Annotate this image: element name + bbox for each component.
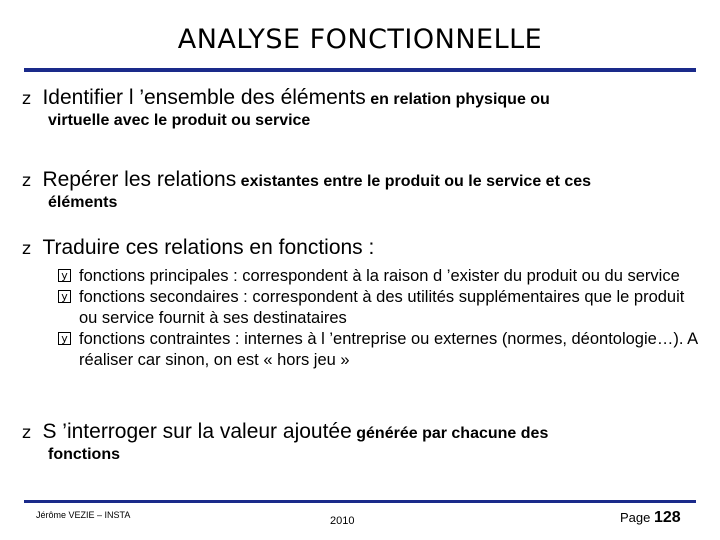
bullet-4 <box>22 420 702 464</box>
sub-item-text: fonctions secondaires : correspondent à des utilités supplémentaires que le produit ou service fournit à ses destinataires <box>79 288 685 327</box>
bullet-z-icon: z <box>22 89 31 109</box>
bullet-lead: S ’interroger sur la valeur ajoutée <box>42 420 352 443</box>
slide-title: ANALYSE FONCTIONNELLE <box>177 24 543 55</box>
bullet-continuation: fonctions <box>48 446 120 463</box>
bullet-rest: existantes entre le produit ou le service et ces <box>240 173 592 190</box>
bullet-z-icon: z <box>22 423 31 443</box>
bullet-rest: générée par chacune des <box>356 425 549 442</box>
sub-item-secondaires <box>58 287 698 329</box>
sub-item-text: fonctions principales : correspondent à la raison d ’exister du produit ou du service <box>79 267 680 285</box>
checkbox-y-icon: y <box>58 332 71 345</box>
page-label: Page <box>620 510 651 525</box>
bullet-z-icon: z <box>22 171 31 191</box>
bullet-2 <box>22 168 702 212</box>
bullet-lead: Identifier l ’ensemble des éléments <box>42 86 366 109</box>
page-number: 128 <box>654 509 681 526</box>
checkbox-y-icon: y <box>58 290 71 303</box>
sub-item-text: fonctions contraintes : internes à l ’entreprise ou externes (normes, déontologie…). A réaliser car sinon, on est « hors jeu » <box>79 330 698 369</box>
footer-author: Jérôme VEZIE – INSTA <box>36 510 131 520</box>
bullet-lead: Repérer les relations <box>42 168 237 191</box>
bullet-rest: en relation physique ou <box>370 91 550 108</box>
sub-item-principales <box>58 266 698 287</box>
sub-bullet-list <box>58 266 698 371</box>
checkbox-y-icon: y <box>58 269 71 282</box>
bullet-1 <box>22 86 702 130</box>
footer-year: 2010 <box>330 515 355 527</box>
bullet-lead: Traduire ces relations en fonctions : <box>42 236 375 259</box>
footer-page <box>620 509 681 527</box>
bullet-z-icon: z <box>22 239 31 259</box>
bullet-3 <box>22 236 702 260</box>
title-divider <box>24 68 696 72</box>
bullet-continuation: virtuelle avec le produit ou service <box>48 112 311 129</box>
bullet-continuation: éléments <box>48 194 118 211</box>
sub-item-contraintes <box>58 329 698 371</box>
footer-divider <box>24 500 696 503</box>
